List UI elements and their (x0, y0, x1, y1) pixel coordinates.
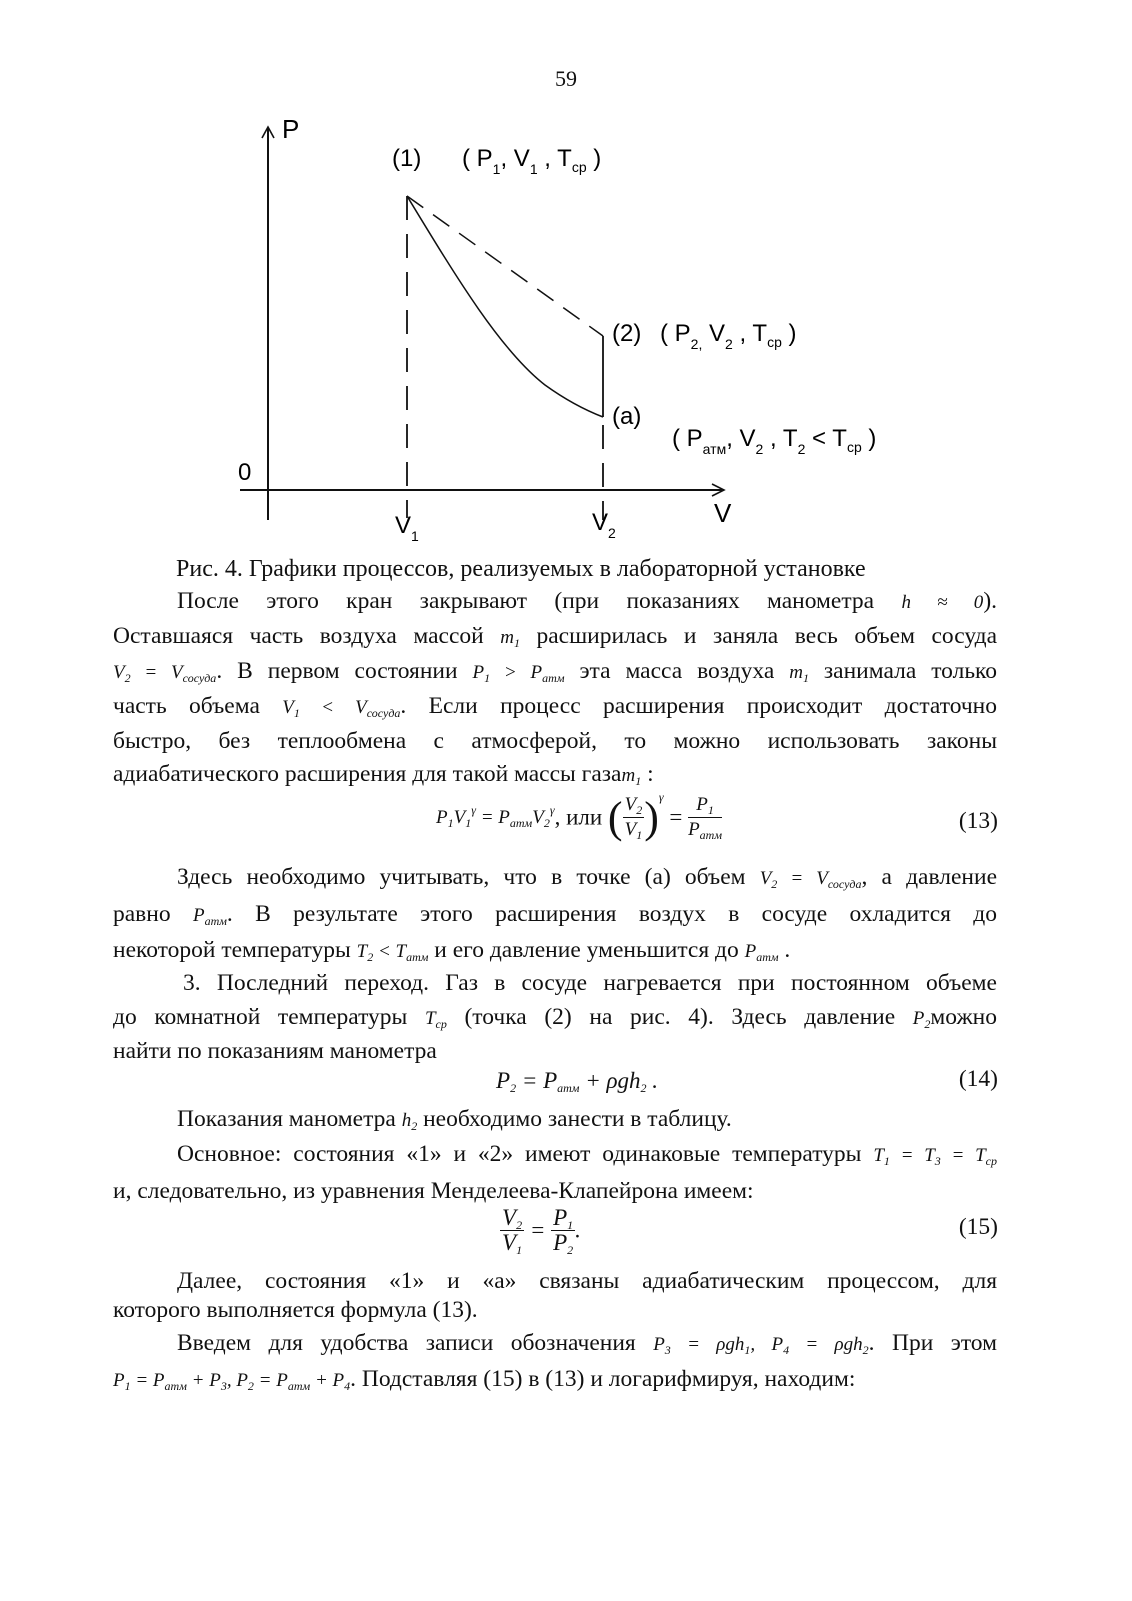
paragraph-line: часть объема $V_1 < V_{сосуда}$. Если процесс расширения происходит достаточно (113, 693, 997, 720)
paragraph-line: и, следовательно, из уравнения Менделеева-Клапейрона имеем: (113, 1178, 754, 1204)
v1-tick-label: $V_1$ (395, 512, 419, 544)
equation-14: $P_2 = P_{атм} + \rho gh_2$ . (496, 1068, 659, 1095)
equation-number-14: (14) (958, 1066, 998, 1092)
paragraph-line: некоторой температуры $T_2 < T_{атм}$ и его давление уменьшится до $P_{атм}$ . (113, 937, 791, 964)
state-a-label: (a) (612, 403, 642, 430)
paragraph-line: $P_1 = P_{атм} + P_3$, $P_2 = P_{атм} + P_4$. Подставляя (15) в (13) и логарифмируя, находим: (113, 1366, 856, 1393)
state-a-params: ( $P_{атм}$, $V_2$ , $T_2 < T_{ср}$ ) (672, 425, 877, 457)
adiabat-curve (407, 196, 603, 417)
state-1-label: (1) ( $P_1$, $V_1$ , $T_{ср}$ ) (392, 145, 602, 177)
axis-v-label: V (714, 498, 732, 528)
isotherm-dashed-line (407, 196, 603, 336)
paragraph-line: которого выполняется формула (13). (113, 1297, 478, 1323)
equation-number-15: (15) (958, 1214, 998, 1240)
paragraph-line: быстро, без теплообмена с атмосферой, то можно использовать законы (113, 728, 997, 754)
paragraph-line: Здесь необходимо учитывать, что в точке (а) объем $V_2 = V_{сосуда}$, а давление (177, 864, 998, 891)
equation-number-13: (13) (958, 808, 998, 834)
paragraph-line: Введем для удобства записи обозначения $P_3 = \rho gh_1$, $P_4 = \rho gh_2$. При этом (177, 1330, 997, 1357)
axis-p-label: P (282, 114, 300, 144)
equation-15: $\frac{V_2}{V_1}$ = $\frac{P_1}{P_2}$ . (502, 1205, 581, 1257)
paragraph-line: $V_2 = V_{сосуда}$. В первом состоянии $P_1 > P_{атм}$ эта масса воздуха $m_1$ занимала только (113, 658, 998, 685)
equation-13: $P_1V_1^\gamma = P_{атм}V_2^\gamma$, или ( $\frac{V_2}{V_1}$ )$^\gamma$ = $\frac{P_1}{P_{атм}}$ (436, 790, 722, 843)
page-number: 59 (555, 66, 577, 91)
pv-diagram (0, 0, 1132, 560)
paragraph-line: до комнатной температуры $T_{ср}$ (точка (2) на рис. 4). Здесь давление $P_2можно$ (113, 1004, 998, 1031)
state-2-label: (2) ( $P_{2,}$ $V_2$ , $T_{ср}$ ) (612, 320, 797, 352)
paragraph-line: После этого кран закрывают (при показаниях манометра h ≈ 0). (177, 588, 998, 614)
paragraph-line: Основное: состояния «1» и «2» имеют одинаковые температуры $T_1 = T_3 = T_{ср}$ (177, 1141, 997, 1168)
paragraph-line: найти по показаниям манометра (113, 1038, 437, 1064)
v2-tick-label: $V_2$ (592, 509, 616, 541)
figure-caption: Рис. 4. Графики процессов, реализуемых в лабораторной установке (176, 556, 866, 582)
paragraph-line: Далее, состояния «1» и «а» связаны адиабатическим процессом, для (177, 1268, 997, 1294)
paragraph-line: 3. Последний переход. Газ в сосуде нагревается при постоянном объеме (183, 970, 997, 996)
paragraph-line: равно $P_{атм}$. В результате этого расширения воздух в сосуде охладится до (113, 901, 997, 928)
paragraph-line: Показания манометра $h_2$ необходимо занести в таблицу. (177, 1106, 732, 1133)
paragraph-line: Оставшаяся часть воздуха массой $m_1$ расширилась и заняла весь объем сосуда (113, 623, 997, 650)
origin-label: 0 (238, 459, 252, 486)
paragraph-line: адиабатического расширения для такой массы газаm$_1$ : (113, 761, 654, 788)
